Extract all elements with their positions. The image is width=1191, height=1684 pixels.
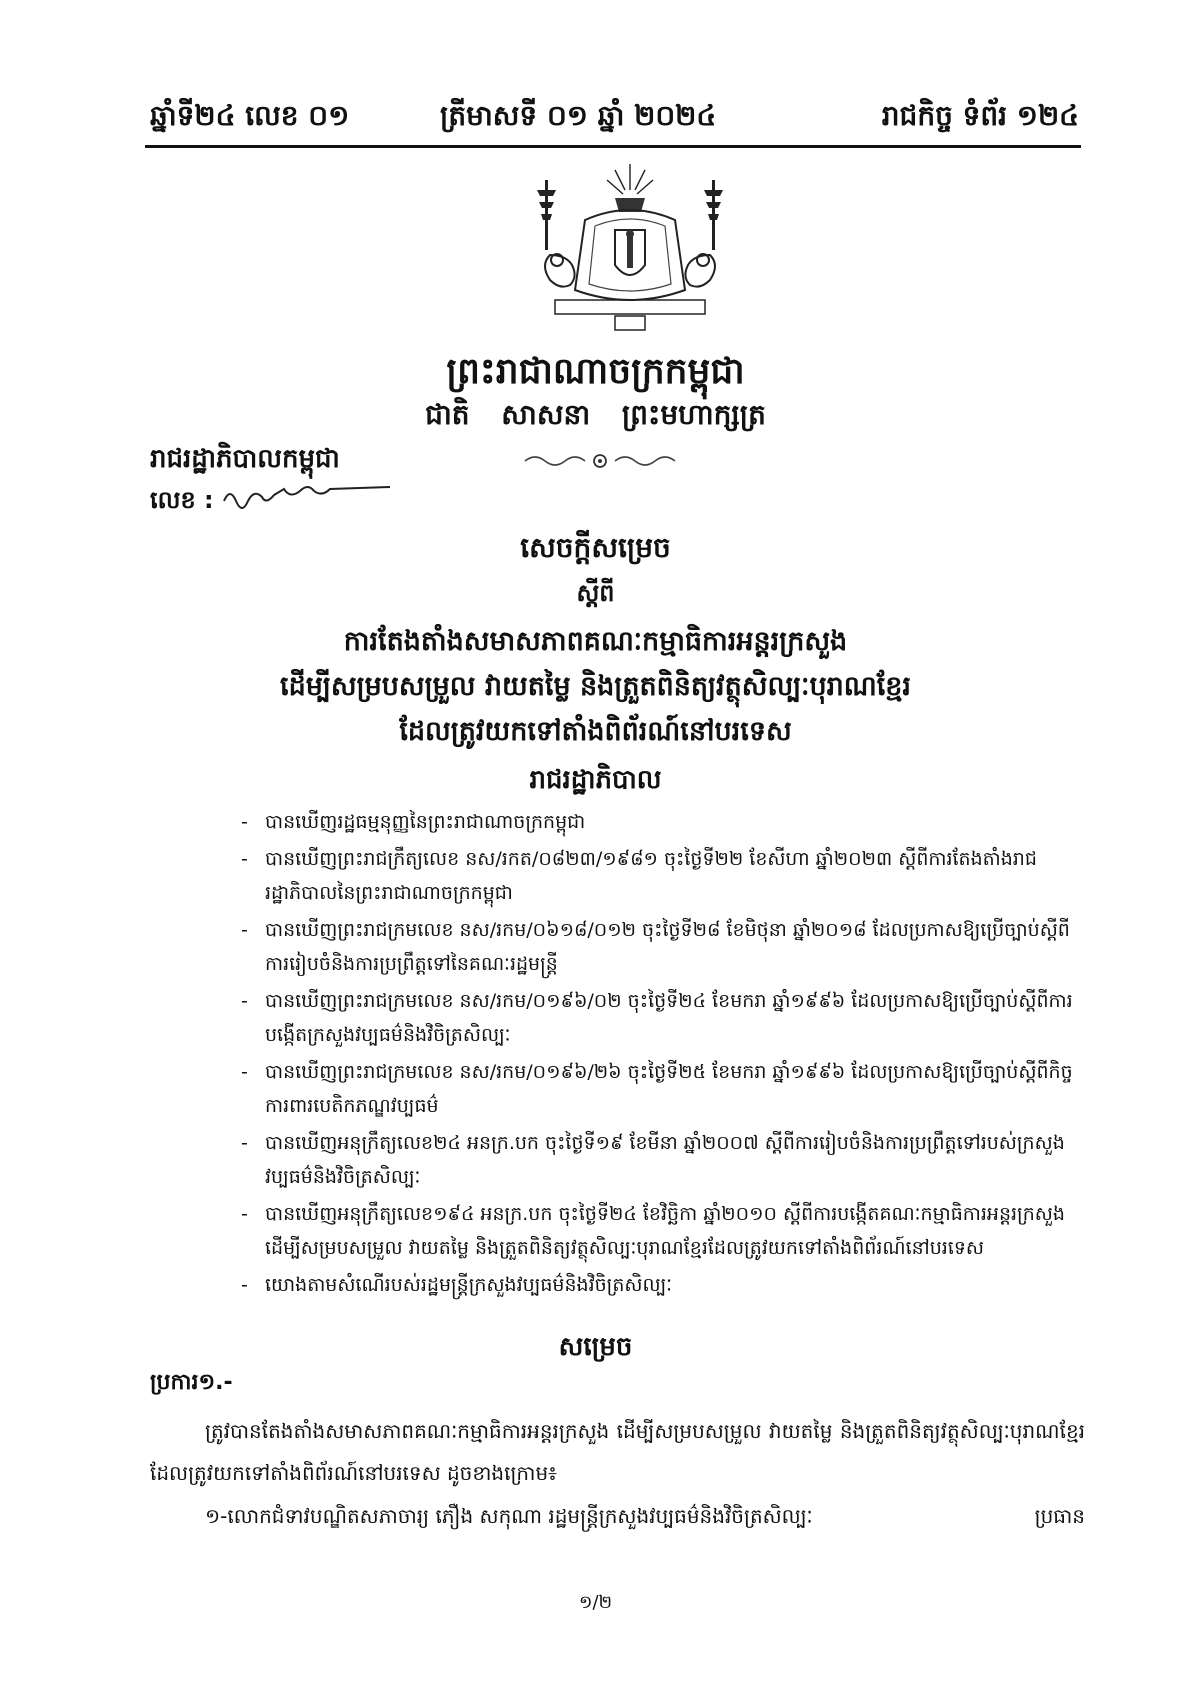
title-on: ស្តីពី [576, 579, 615, 607]
page-number: ១/២ [578, 1592, 613, 1613]
list-item: - បានឃើញព្រះរាជក្រមលេខ នស/រកម/០៦១៨/០១២ ចុះថ្ងៃទី២៨ ខែមិថុនា ឆ្នាំ២០១៨ ដែលប្រកាសឱ្យប្រើច្បាប់ស្តីពីការរៀបចំនិងការប្រព្រឹត្តទៅនៃគណៈរដ្ឋមន្ត្រី [241, 919, 1070, 975]
gazette-quarter: ត្រីមាសទី ០១ ឆ្នាំ ២០២៤ [440, 99, 717, 132]
header-divider [145, 145, 1081, 148]
title-subject-line-1: ការតែងតាំងសមាសភាពគណៈកម្មាធិការអន្តរក្រសួង [343, 626, 848, 657]
member-row [205, 1495, 1085, 1537]
royal-coat-of-arms-icon [515, 160, 745, 335]
list-item: - បានឃើញព្រះរាជក្រមលេខ នស/រកម/០១៩៦/២៦ ចុះថ្ងៃទី២៥ ខែមករា ឆ្នាំ១៩៩៦ ដែលប្រកាសឱ្យប្រើច្បាប់ស្តីពីកិច្ចការពារបេតិកភណ្ឌវប្បធម៌ [241, 1061, 1073, 1117]
handwritten-number-icon [222, 481, 392, 511]
member-name: ១-លោកជំទាវបណ្ឌិតសភាចារ្យ ភឿង សកុណា រដ្ឋមន្ត្រីក្រសួងវប្បធម៌និងវិចិត្រសិល្បៈ [205, 1504, 813, 1528]
decision-title: សេចក្តីសម្រេច [520, 531, 671, 564]
member-role: ប្រធាន [1034, 1504, 1085, 1528]
title-subject-line-3: ដែលត្រូវយកទៅតាំងពិព័រណ៍នៅបរទេស [399, 716, 792, 747]
title-subject-line-2: ដើម្បីសម្របសម្រួល វាយតម្លៃ និងត្រួតពិនិត្យវត្ថុសិល្បៈបុរាណខ្មែរ [280, 671, 911, 702]
article-1-text: ត្រូវបានតែងតាំងសមាសភាពគណៈកម្មាធិការអន្តរក្រសួង ដើម្បីសម្របសម្រួល វាយតម្លៃ និងត្រួតពិនិត្យវត្ថុសិល្បៈបុរាណខ្មែរដែលត្រូវយកទៅតាំងពិព័រណ៍នៅបរទេស ដូចខាងក្រោម៖ [150, 1419, 1085, 1485]
gazette-year-issue: ឆ្នាំទី២៤ លេខ ០១ [150, 99, 350, 132]
list-item: - បានឃើញព្រះរាជក្រឹត្យលេខ នស/រកត/០៨២៣/១៩៨១ ចុះថ្ងៃទី២២ ខែសីហា ឆ្នាំ២០២៣ ស្តីពីការតែងតាំងរាជរដ្ឋាភិបាលនៃព្រះរាជាណាចក្រកម្ពុជា [241, 848, 1037, 904]
decision-heading: សម្រេច [558, 1332, 633, 1362]
issuing-authority: រាជរដ្ឋាភិបាលកម្ពុជា [150, 444, 340, 474]
list-item: - យោងតាមសំណើរបស់រដ្ឋមន្ត្រីក្រសួងវប្បធម៌និងវិចិត្រសិល្បៈ [241, 1274, 673, 1296]
list-item: - បានឃើញព្រះរាជក្រមលេខ នស/រកម/០១៩៦/០២ ចុះថ្ងៃទី២៤ ខែមករា ឆ្នាំ១៩៩៦ ដែលប្រកាសឱ្យប្រើច្បាប់ស្តីពីការបង្កើតក្រសួងវប្បធម៌និងវិចិត្រសិល្បៈ [241, 990, 1073, 1046]
government-heading: រាជរដ្ឋាភិបាល [529, 765, 662, 795]
list-item: - បានឃើញអនុក្រឹត្យលេខ២៤ អនក្រ.បក ចុះថ្ងៃទី១៩ ខែមីនា ឆ្នាំ២០០៧ ស្តីពីការរៀបចំនិងការប្រព្រឹត្តទៅរបស់ក្រសួងវប្បធម៌និងវិចិត្រសិល្បៈ [241, 1132, 1065, 1188]
ornament-divider-icon [520, 450, 680, 472]
list-item: - បានឃើញរដ្ឋធម្មនុញ្ញនៃព្រះរាជាណាចក្រកម្ពុជា [241, 811, 586, 833]
list-item: - បានឃើញអនុក្រឹត្យលេខ១៩៤ អនក្រ.បក ចុះថ្ងៃទី២៤ ខែវិច្ឆិកា ឆ្នាំ២០១០ ស្តីពីការបង្កើតគណៈកម្មាធិការអន្តរក្រសួង ដើម្បីសម្របសម្រួល វាយតម្លៃ និងត្រួតពិនិត្យវត្ថុសិល្បៈបុរាណខ្មែរដែលត្រូវយកទៅតាំងពិព័រណ៍នៅបរទេស [241, 1203, 1065, 1259]
legal-references [241, 805, 1085, 1305]
national-motto: ជាតិ សាសនា ព្រះមហាក្សត្រ [425, 398, 766, 431]
kingdom-name: ព្រះរាជាណាចក្រកម្ពុជា [446, 351, 745, 392]
article-1-heading: ប្រការ១.- [150, 1370, 233, 1395]
document-number-label: លេខ : [150, 486, 214, 514]
gazette-page-label: រាជកិច្ច ទំព័រ ១២៤ [881, 99, 1079, 132]
